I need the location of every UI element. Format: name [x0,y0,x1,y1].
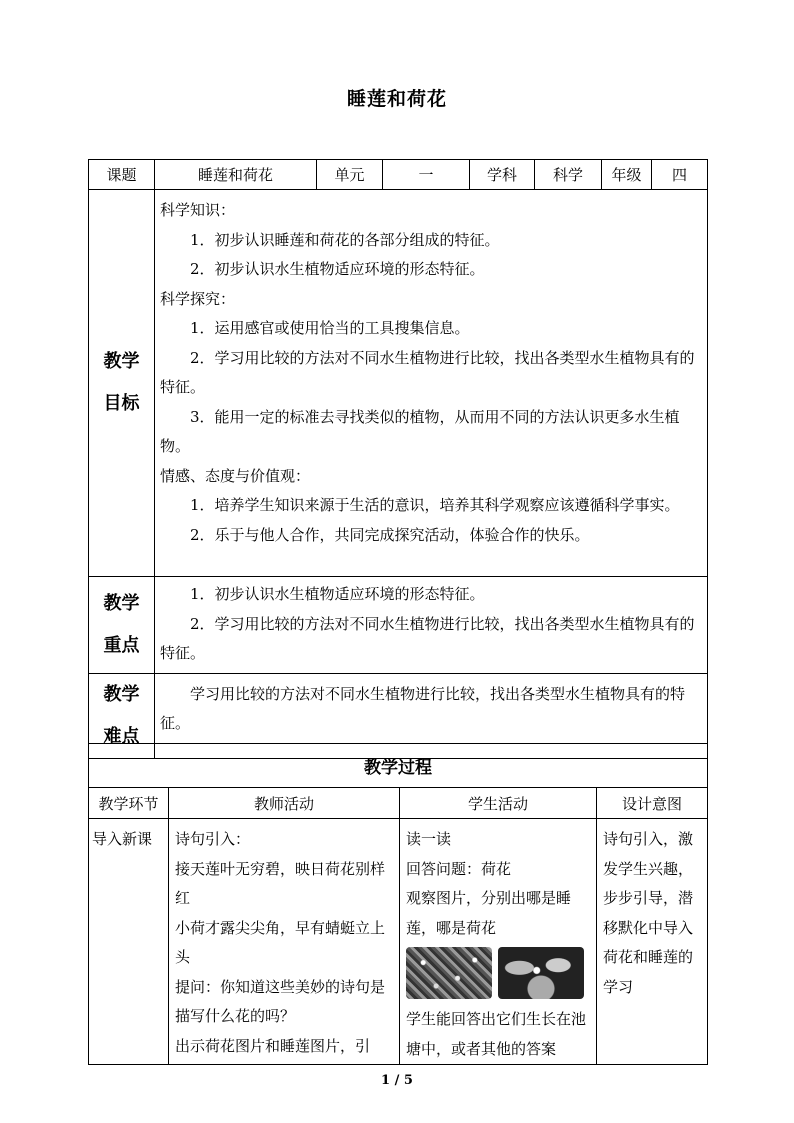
keypoints-line: 1．初步认识水生植物适应环境的形态特征。 [190,585,485,603]
objectives-line: 1．培养学生知识来源于生活的意识，培养其科学观察应该遵循科学事实。 [190,496,680,514]
objectives-line: 2．初步认识水生植物适应环境的形态特征。 [190,260,485,278]
process-title-row [89,744,708,788]
process-row [89,819,708,1065]
process-header-row [89,788,708,819]
objectives-line: 科学探究： [160,289,236,308]
student-line: 回答问题：荷花 [406,859,512,878]
objectives-row [89,190,708,577]
lesson-info-table [88,159,708,759]
stage-cell: 导入新课 [89,819,169,1065]
objectives-content [155,190,708,577]
student-line: 读一读 [406,830,452,848]
student-line: 学生能回答出它们生长在池塘中，或者其他的答案 [406,1010,587,1058]
col-student: 学生活动 [400,788,597,819]
student-cell [400,819,597,1065]
document-title: 睡莲和荷花 [346,88,447,110]
header-cell-unit-label: 单元 [317,160,383,190]
objectives-line: 2．学习用比较的方法对不同水生植物进行比较，找出各类型水生植物具有的特征。 [160,348,695,396]
header-cell-subject-label: 学科 [470,160,535,190]
lotus-photo [406,947,492,999]
header-cell-grade: 四 [652,160,708,190]
objectives-line: 1．运用感官或使用恰当的工具搜集信息。 [190,319,470,337]
teacher-cell [169,819,400,1065]
objectives-line: 科学知识： [160,201,236,219]
difficulty-text: 学习用比较的方法对不同水生植物进行比较，找出各类型水生植物具有的特征。 [160,684,686,732]
objectives-line: 3．能用一定的标准去寻找类似的植物，从而用不同的方法认识更多水生植物。 [160,407,680,455]
header-cell-subject: 科学 [535,160,602,190]
student-line: 观察图片，分别出哪是睡莲，哪是荷花 [406,889,572,937]
teacher-line: 提问：你知道这些美妙的诗句是描写什么花的吗？ [175,977,386,1025]
header-row [89,160,708,190]
keypoints-content [155,577,708,674]
keypoints-row [89,577,708,674]
difficulty-label: 教学 难点 [89,673,155,758]
col-intent: 设计意图 [597,788,708,819]
teacher-line: 接天莲叶无穷碧，映日荷花别样红 [175,859,386,907]
objectives-line: 情感、态度与价值观： [160,466,311,485]
keypoints-label: 教学 重点 [89,577,155,674]
header-cell-unit: 一 [383,160,470,190]
col-teacher: 教师活动 [169,788,400,819]
intent-cell: 诗句引入，激发学生兴趣，步步引导，潜移默化中导入荷花和睡莲的学习 [597,819,708,1065]
page-number: 1 / 5 [381,1073,413,1088]
objectives-label: 教学 目标 [89,190,155,577]
col-stage: 教学环节 [89,788,169,819]
keypoints-line: 2．学习用比较的方法对不同水生植物进行比较，找出各类型水生植物具有的特征。 [160,614,695,662]
water-lily-photo [498,947,584,999]
teacher-line: 出示荷花图片和睡莲图片，引 [175,1036,371,1055]
header-cell-topic-label: 课题 [89,160,155,190]
objectives-line: 2．乐于与他人合作，共同完成探究活动，体验合作的快乐。 [190,525,590,544]
teacher-line: 小荷才露尖尖角，早有蜻蜓立上头 [175,918,386,966]
process-table [88,743,708,1065]
header-cell-topic: 睡莲和荷花 [155,160,317,190]
process-title: 教学过程 [89,744,708,788]
flower-images [406,947,591,999]
objectives-line: 1．初步认识睡莲和荷花的各部分组成的特征。 [190,230,500,249]
header-cell-grade-label: 年级 [602,160,652,190]
teacher-line: 诗句引入： [175,830,251,848]
